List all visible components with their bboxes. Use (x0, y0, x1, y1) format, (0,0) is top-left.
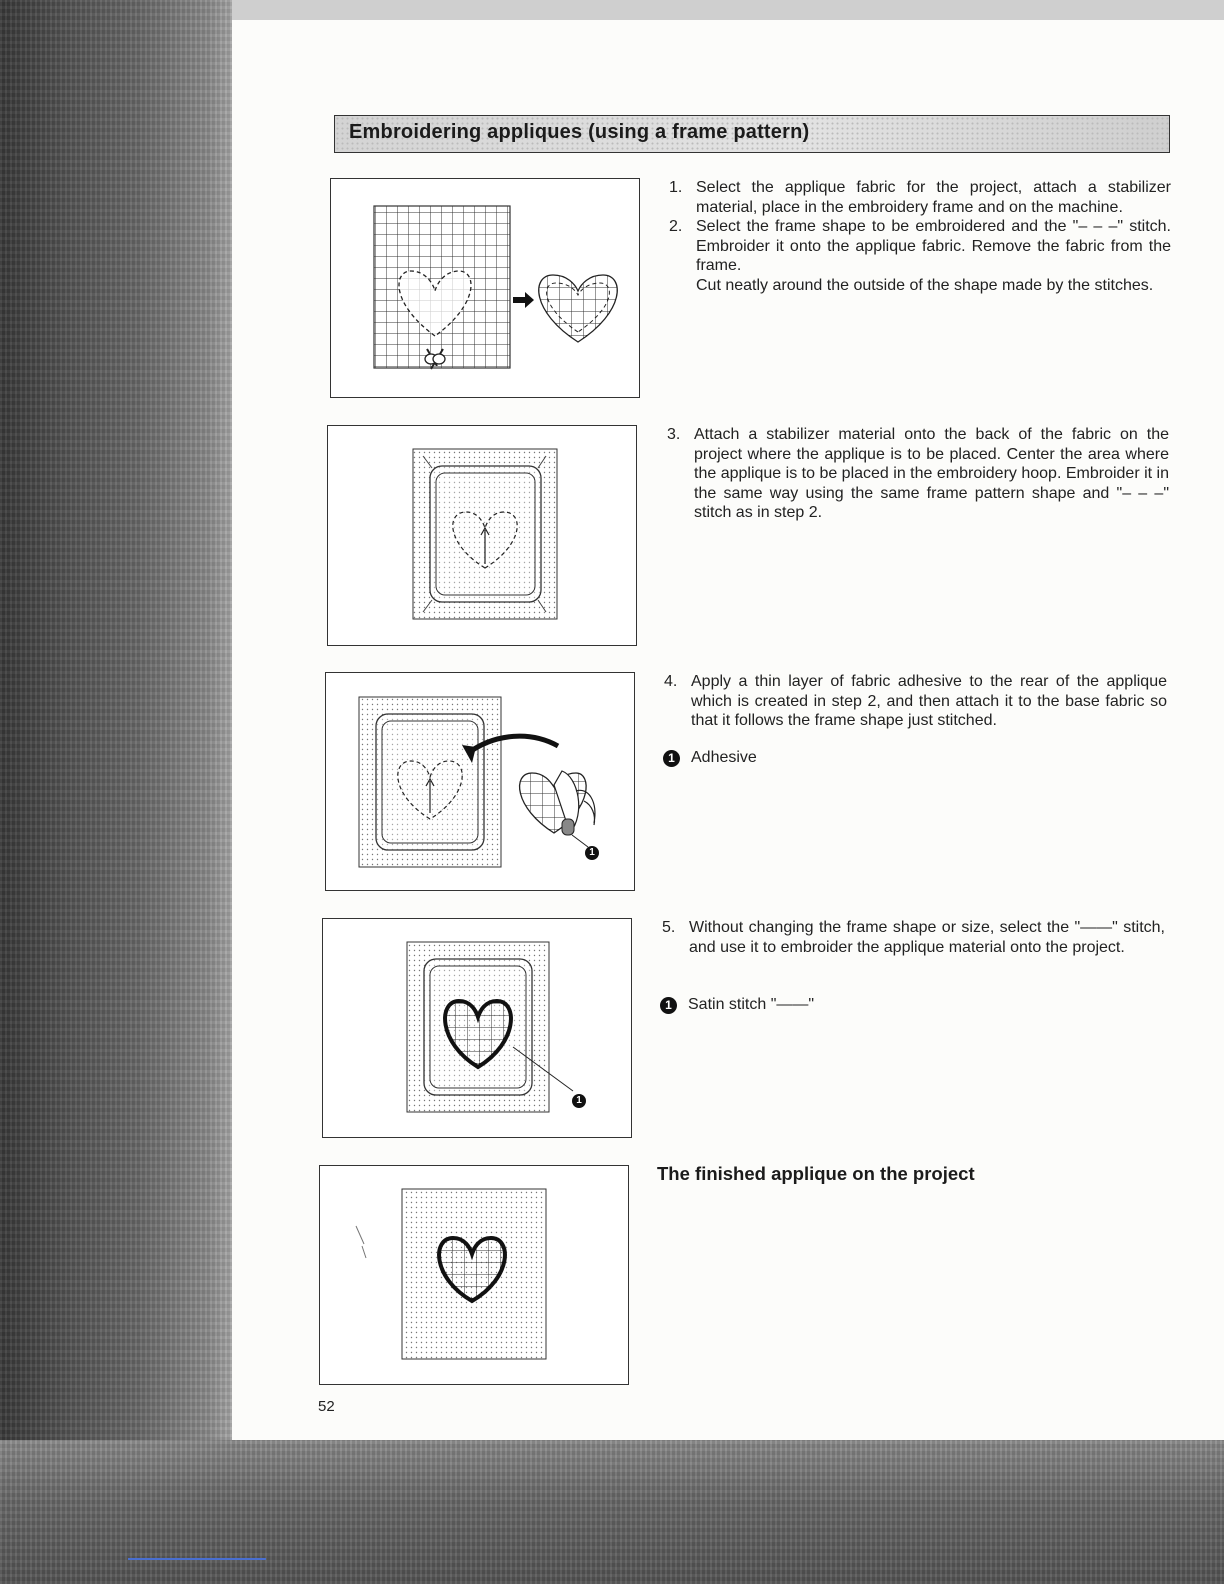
note-marker: 1 (660, 997, 677, 1014)
step-number: 5. (662, 919, 676, 936)
note-text: Adhesive (691, 749, 757, 766)
section-header (334, 115, 1170, 153)
step-5 (662, 918, 1165, 957)
step-text: Without changing the frame shape or size, select the "——" stitch, and use it to embroider the applique material onto the project. (689, 919, 1165, 956)
figure-marker-satin-stitch: 1 (572, 1094, 586, 1108)
finished-applique-heading: The finished applique on the project (657, 1163, 975, 1184)
note-text: Satin stitch "——" (688, 996, 815, 1013)
step-text: Select the applique fabric for the project, attach a stabilizer material, place in the embroidery frame and on the machine. (696, 179, 1171, 216)
step-number: 2. (669, 218, 683, 235)
step-text-extra: Cut neatly around the outside of the shape made by the stitches. (696, 276, 1154, 294)
note-satin-stitch (660, 996, 814, 1014)
page-number: 52 (318, 1398, 335, 1415)
figure-step-3 (327, 425, 637, 646)
figure-step-1-2-illustration (331, 179, 641, 399)
step-number: 3. (667, 426, 681, 443)
step-number: 4. (664, 673, 678, 690)
step-text: Apply a thin layer of fabric adhesive to the rear of the applique which is created in step 2, and then attach it to the base fabric so that it follows the frame shape just stitched. (691, 673, 1167, 729)
step-4 (664, 672, 1167, 731)
scan-border-bottom (0, 1440, 1224, 1584)
note-marker: 1 (663, 750, 680, 767)
figure-step-3-illustration (328, 426, 638, 647)
step-text: Select the frame shape to be embroidered and the "– – –" stitch. Embroider it onto the applique fabric. Remove the fabric from the frame. (696, 218, 1171, 274)
note-adhesive (663, 749, 757, 767)
figure-step-5 (322, 918, 632, 1138)
figure-step-4 (325, 672, 635, 891)
scan-border-left (0, 0, 232, 1584)
figure-finished-illustration (320, 1166, 630, 1386)
step-2 (669, 217, 1171, 295)
scan-edge-strip (128, 1558, 266, 1560)
step-1 (669, 178, 1171, 217)
figure-marker-adhesive: 1 (585, 846, 599, 860)
step-number: 1. (669, 179, 683, 196)
step-3 (667, 425, 1169, 523)
section-title: Embroidering appliques (using a frame pattern) (349, 121, 810, 143)
step-text: Attach a stabilizer material onto the back of the fabric on the project where the applique is to be placed. Center the area where the applique is to be placed in the embroidery hoop. Embroider it in the same way using the same frame pattern shape and "– – –" stitch as in step 2. (694, 426, 1169, 521)
figure-finished (319, 1165, 629, 1385)
figure-step-5-illustration (323, 919, 633, 1139)
figure-step-1-2 (330, 178, 640, 398)
